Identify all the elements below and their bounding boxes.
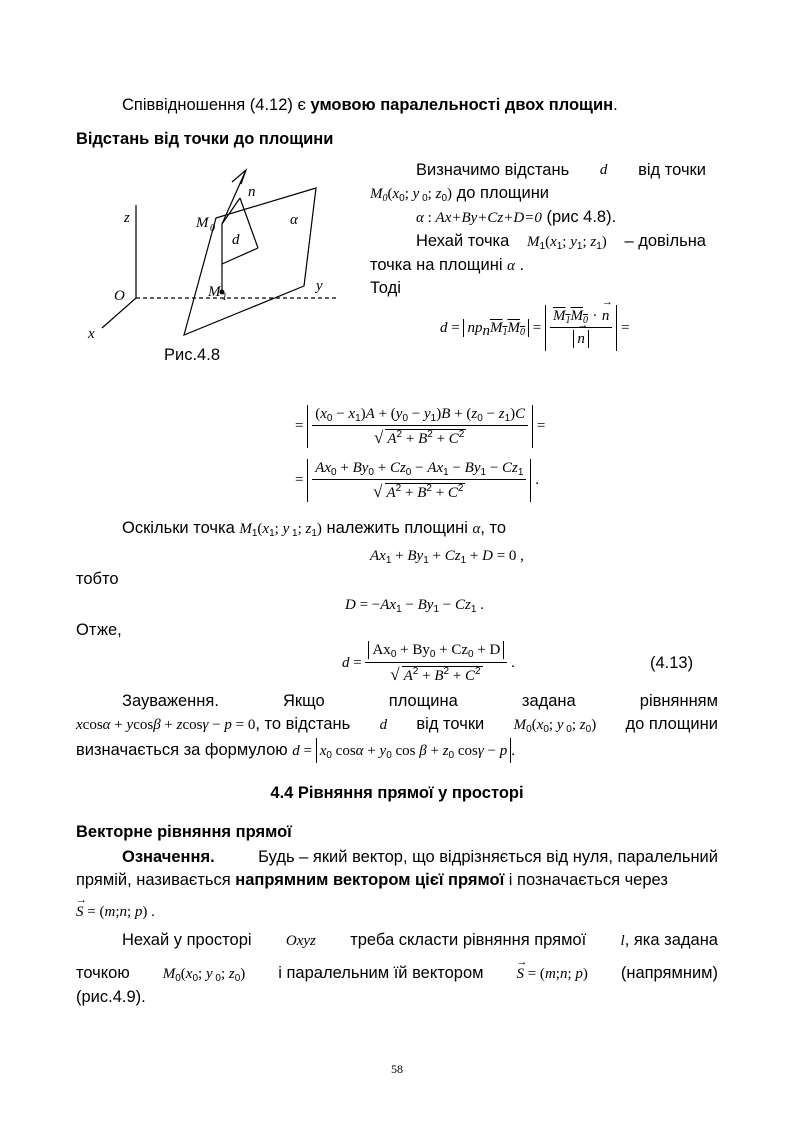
svg-text:1: 1 — [222, 292, 227, 303]
paragraph-line-1: Нехай у просторі Oxyz треба скласти рівняння прямої l, яка задана — [122, 931, 718, 949]
remark-line-2: xcosα + ycosβ + zcosγ − p = 0, то відстань d від точки $M_0(x_0$; y $_0$; $z_0$) до площини — [76, 715, 718, 735]
formula-d-value: $D = -Ax_1 - By_1 - Cz_1$ . — [345, 597, 484, 615]
n-label: n — [248, 184, 256, 200]
heading-point-plane-distance: Відстань від точки до площини — [76, 130, 334, 148]
definition-line-1: Означення. Будь – який вектор, що відрізняється від нуля, паралельний — [122, 848, 718, 866]
figure-caption: Рис.4.8 — [164, 346, 220, 364]
x-label: x — [88, 326, 95, 342]
origin-label: O — [114, 288, 125, 304]
text-otzhe: Отже, — [76, 621, 122, 639]
subheading-vector-equation: Векторне рівняння прямої — [76, 823, 292, 841]
alpha-label: α — [290, 212, 298, 228]
right-line-2: $M_0(x_0$; y $_0$; $z_0$) до площини — [370, 184, 550, 204]
right-line-tody: Тоді — [370, 279, 401, 297]
projection-line — [240, 198, 258, 248]
equation-number: (4.13) — [650, 654, 694, 672]
paragraph-parallel-condition: Співвідношення (4.12) є умовою паралельності двох площин. — [122, 96, 618, 114]
svg-text:0: 0 — [210, 223, 215, 234]
right-line-5: точка на площині α . — [370, 256, 525, 274]
right-line-3-plane-equation: α : Ax+By+Cz+D=0 (рис 4.8). — [416, 208, 617, 226]
paragraph-m1-belongs: Оскільки точка $M_1(x_1$; y $_1$; $z_1$) належить площині α, то — [122, 519, 507, 539]
formula-4-13: d = $\frac{Ax_0 + By_0 + Cz_0 + D}{√ A^2 + B^2 + C^2}$ . — [342, 642, 515, 684]
text-tobto: тобто — [76, 570, 119, 588]
right-line-1: Визначимо відстань d від точки — [416, 161, 706, 179]
page-number: 58 — [391, 1062, 403, 1076]
figure-4-8 — [76, 160, 356, 370]
remark-line-3: визначається за формулою $d = x_0$ $\cos\alpha + y_0$ $\cos \beta + z_0$ cosγ − p . — [76, 738, 515, 763]
normal-arrow — [232, 170, 246, 184]
definition-line-3: → S = (m;n; p) . — [76, 899, 155, 924]
paragraph-line-2: точкою $M_0(x_0$; y $_0$; $z_0$) і паралельним їй вектором → S = (m;n; p) (напрямним) — [76, 961, 718, 986]
bottom-line — [222, 248, 258, 264]
definition-line-2: прямій, називається напрямним вектором цієї прямої і позначається через — [76, 871, 668, 889]
formula-d-projection: d = $np_nM_1M_0$ = $M_1M_0$ · → n → n = — [440, 298, 630, 358]
m1-label: M — [208, 284, 221, 300]
formula-m1-on-plane: $Ax_1 + By_1 + Cz_1 + D = 0$ , — [370, 548, 524, 566]
formula-d-expanded: = $\frac{(x_0 - x_1)A + (y_0 - y_1)B + (z_0 - z_1)C}{√ A^2 + B^2 + C^2}$ = — [295, 405, 546, 447]
section-heading: 4.4 Рівняння прямої у просторі — [270, 784, 524, 802]
z-label: z — [124, 210, 130, 226]
right-line-4: Нехай точка $M_1(x_1$; $y_1$; $z_1$) – довільна — [416, 232, 706, 252]
remark-line-1: Зауваження. Якщо площина задана рівнянням — [122, 692, 718, 710]
y-label: y — [316, 278, 323, 294]
paragraph-line-3: (рис.4.9). — [76, 988, 146, 1006]
m0-label: M — [196, 215, 209, 231]
formula-d-simplified: = $\frac{Ax_0 + By_0 + Cz_0 - Ax_1 - By_1 - Cz_1}{√ A^2 + B^2 + C^2}$ . — [295, 459, 539, 501]
d-label: d — [232, 232, 240, 248]
plane-alpha — [184, 188, 316, 335]
